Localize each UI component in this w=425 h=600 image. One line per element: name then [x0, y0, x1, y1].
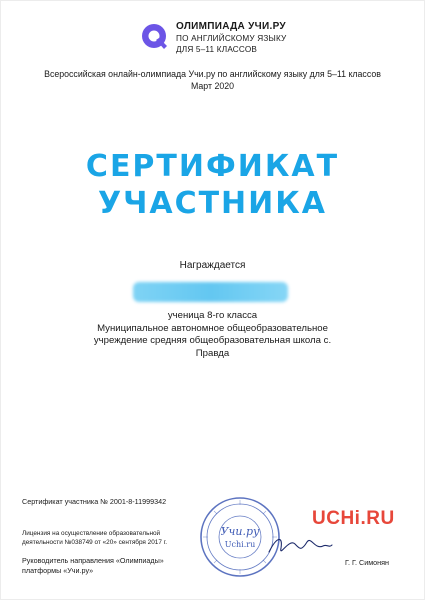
signature-icon	[265, 530, 335, 560]
olympiad-description: Всероссийская онлайн-олимпиада Учи.ру по английскому языку для 5–11 классов	[44, 69, 381, 79]
certificate-title-line-1: СЕРТИФИКАТ	[85, 149, 340, 184]
school-line-1: Муниципальное автономное общеобразовательное	[97, 322, 328, 334]
recipient-grade: ученица 8-го класса	[167, 310, 258, 321]
license-text: Лицензия на осуществление образовательной деятельности №038749 от «20» сентября 2017 г.	[22, 530, 167, 546]
stamp-text-sub: Uchi.ru	[224, 540, 256, 549]
recipient-name-redacted	[133, 282, 288, 302]
olympiad-brand	[176, 20, 376, 55]
brand-line-3: ДЛЯ 5–11 КЛАССОВ	[176, 45, 258, 54]
awarded-label: Награждается	[179, 260, 246, 271]
certificate-title-line-2: УЧАСТНИКА	[97, 186, 328, 221]
olympiad-date: Март 2020	[190, 81, 235, 91]
director-line-1: Руководитель направления «Олимпиады»	[22, 556, 164, 565]
recipient-details	[80, 310, 345, 360]
school-line-2: учреждение средняя общеобразовательная школа с.	[93, 335, 332, 346]
signer-name: Г. Г. Симонян	[345, 558, 389, 567]
uchi-olympiad-logo-icon	[140, 22, 168, 52]
school-line-3: Правда	[195, 347, 230, 359]
brand-line-1: ОЛИМПИАДА УЧИ.РУ	[176, 21, 286, 32]
director-line-2: платформы «Учи.ру»	[22, 565, 94, 575]
brand-line-2: ПО АНГЛИЙСКОМУ ЯЗЫКУ	[176, 34, 287, 43]
uchi-ru-logo: UCHi.RU	[312, 508, 395, 529]
director-title	[22, 556, 192, 576]
certificate-number: Сертификат участника № 2001-8-11999342	[22, 497, 167, 506]
stamp-text-main: Учи.ру	[220, 525, 260, 538]
